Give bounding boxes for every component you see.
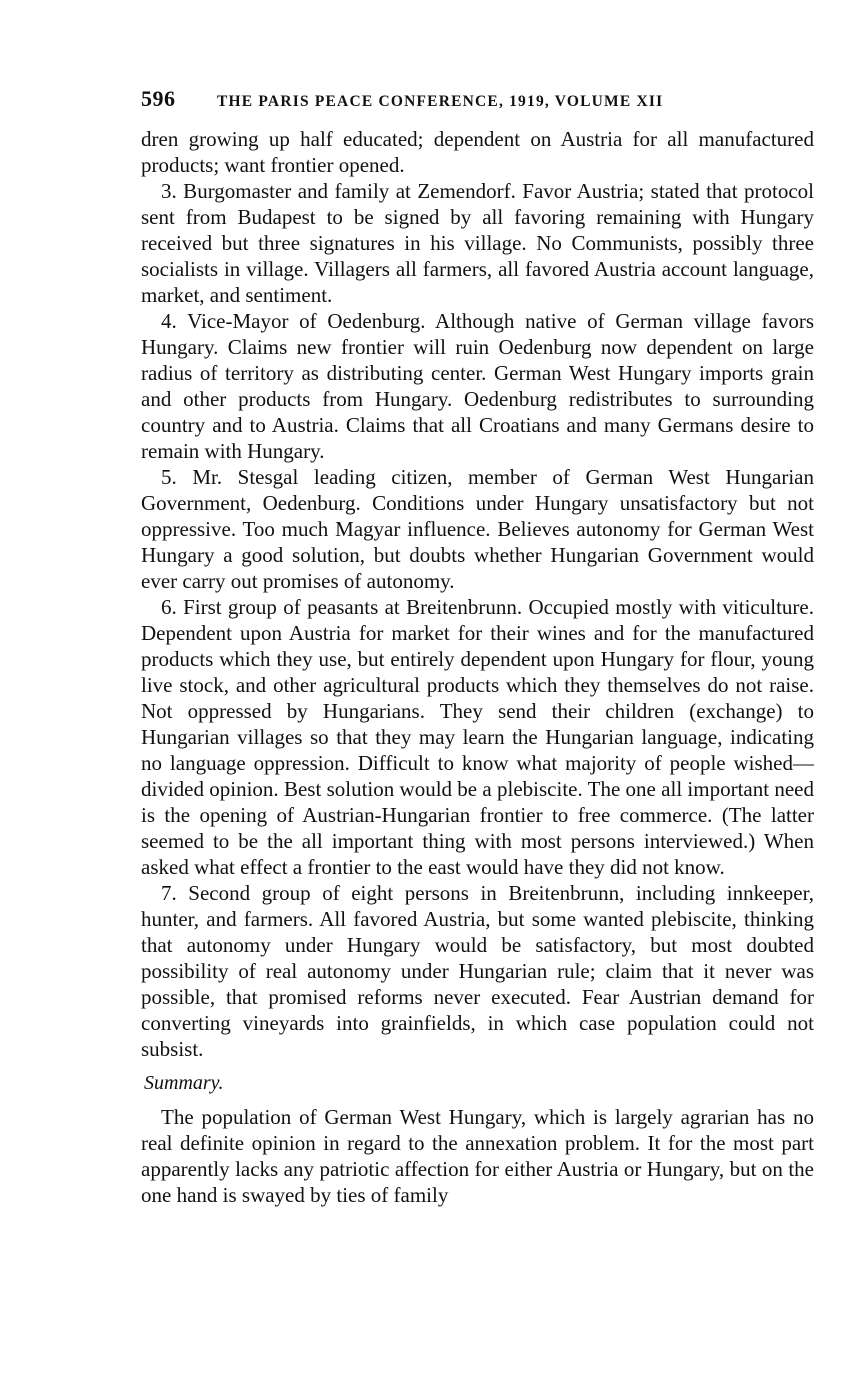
document-page — [141, 86, 814, 1208]
summary-paragraph: The population of German West Hungary, which is largely agrarian has no real definite opinion in regard to the annexation problem. It for the most part apparently lacks any patriotic affection for either Austria or Hungary, but on the one hand is swayed by ties of family — [141, 1105, 814, 1207]
running-title: THE PARIS PEACE CONFERENCE, 1919, VOLUME XII — [217, 93, 664, 110]
paragraph-continuation: dren growing up half educated; dependent on Austria for all manufactured products; want frontier opened. — [141, 127, 814, 177]
running-head — [141, 86, 814, 120]
paragraph-item-5: 5. Mr. Stesgal leading citizen, member of German West Hungarian Government, Oedenburg. Conditions under Hungary unsatisfactory but not oppressive. Too much Magyar influence. Believes autonomy for German West Hungary a good solution, but doubts whether Hungarian Government would ever carry out promises of autonomy. — [141, 465, 814, 593]
paragraph-item-3: 3. Burgomaster and family at Zemendorf. Favor Austria; stated that protocol sent from Budapest to be signed by all favoring remaining with Hungary received but three signatures in his village. No Communists, possibly three socialists in village. Villagers all farmers, all favored Austria account language, market, and sentiment. — [141, 179, 814, 307]
summary-heading: Summary. — [144, 1072, 224, 1094]
page-number: 596 — [141, 86, 176, 111]
body-text — [141, 126, 814, 1208]
paragraph-item-7: 7. Second group of eight persons in Breitenbrunn, including innkeeper, hunter, and farmers. All favored Austria, but some wanted plebiscite, thinking that autonomy under Hungary would be satisfactory, but most doubted possibility of real autonomy under Hungarian rule; claim that it never was possible, that promised reforms never executed. Fear Austrian demand for converting vineyards into grainfields, in which case population could not subsist. — [141, 881, 814, 1061]
paragraph-item-4: 4. Vice-Mayor of Oedenburg. Although native of German village favors Hungary. Claims new frontier will ruin Oedenburg now dependent on large radius of territory as distributing center. German West Hungary imports grain and other products from Hungary. Oedenburg redistributes to surrounding country and to Austria. Claims that all Croatians and many Germans desire to remain with Hungary. — [141, 309, 814, 463]
paragraph-item-6: 6. First group of peasants at Breitenbrunn. Occupied mostly with viticulture. Dependent upon Austria for market for their wines and for the manufactured products which they use, but entirely dependent upon Hungary for flour, young live stock, and other agricultural products which they themselves do not raise. Not oppressed by Hungarians. They send their children (exchange) to Hungarian villages so that they may learn the Hungarian language, indicating no language oppression. Difficult to know what majority of people wished—divided opinion. Best solution would be a plebiscite. The one all important need is the opening of Austrian-Hungarian frontier to free commerce. (The latter seemed to be the all important thing with most persons interviewed.) When asked what effect a frontier to the east would have they did not know. — [141, 595, 814, 879]
